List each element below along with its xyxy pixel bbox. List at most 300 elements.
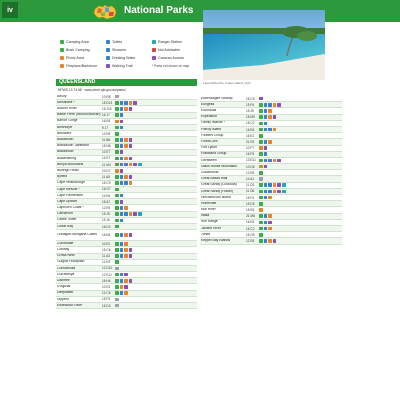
table-row	[56, 303, 197, 309]
facility-icons	[259, 196, 342, 200]
facility-green-icon	[115, 144, 119, 148]
map-reference: 16 K8	[102, 233, 111, 238]
park-name: Conondale	[57, 241, 74, 245]
park-name: Great Sandy (Cooloola)	[201, 183, 237, 187]
map-reference: 16 D3	[102, 224, 111, 229]
park-name: Chillagoe-Mungana Caves	[57, 233, 97, 237]
park-name: Great Sandy (Fraser)	[201, 189, 234, 193]
park-name: Girraween	[201, 158, 217, 162]
facility-blue-icon	[264, 128, 268, 132]
facility-icons	[259, 146, 342, 150]
facility-icons	[259, 128, 342, 132]
legend-label: Picnic Area	[66, 56, 84, 60]
facility-purple-icon	[273, 239, 277, 243]
facility-blue-icon	[120, 107, 124, 111]
facility-purple-icon	[129, 279, 133, 283]
facility-orange-icon	[124, 138, 128, 142]
map-reference: 14 E6	[102, 193, 111, 198]
facility-icons	[115, 267, 197, 271]
facility-orange-icon	[129, 181, 133, 185]
facility-teal-icon	[138, 212, 142, 216]
legend-item	[152, 62, 198, 70]
facility-green-icon	[259, 196, 263, 200]
facility-green-icon	[259, 239, 263, 243]
legend-label: Bush Camping	[66, 48, 90, 52]
facility-green-icon	[115, 254, 119, 258]
facility-blue-icon	[264, 190, 268, 194]
legend-item	[106, 38, 152, 46]
page-header	[0, 0, 400, 22]
legend-label: Walking Trail	[112, 64, 133, 68]
map-reference: 15 E6	[246, 207, 255, 212]
facility-icons	[115, 113, 197, 117]
facility-green-icon	[259, 109, 263, 113]
facility-purple-icon	[129, 248, 133, 252]
legend-swatch-icon	[152, 48, 156, 52]
facility-green-icon	[259, 128, 263, 132]
park-name: Cape Hillsborough	[57, 181, 85, 185]
facility-blue-icon	[120, 254, 124, 258]
legend-item	[106, 54, 152, 62]
map-reference: 16 K5	[246, 220, 255, 225]
facility-orange-icon	[129, 101, 133, 105]
park-name: Fitzroy Island	[201, 127, 222, 131]
facility-icons	[115, 200, 197, 204]
facility-purple-icon	[277, 190, 281, 194]
legend-label: Camping Area	[66, 40, 89, 44]
legend-label: Showers	[112, 48, 126, 52]
facility-orange-icon	[124, 254, 128, 258]
facility-purple-icon	[120, 169, 124, 173]
park-name: Jardine River	[201, 226, 221, 230]
map-reference: 16 G7	[102, 187, 111, 192]
legend-swatch-icon	[152, 56, 156, 60]
facility-blue-icon	[120, 233, 124, 237]
facility-green-icon	[115, 163, 119, 167]
facility-blue-icon	[120, 126, 124, 130]
facility-blue-icon	[120, 138, 124, 142]
facility-blue-icon	[268, 128, 272, 132]
park-name: Bellthorpe	[57, 125, 73, 129]
facility-teal-icon	[282, 183, 286, 187]
facility-blue-icon	[120, 219, 124, 223]
map-reference: 15 J6	[102, 218, 110, 223]
facility-icons	[115, 219, 197, 223]
map-reference: 16 C9	[246, 96, 255, 101]
park-name: Blackdown	[57, 138, 74, 142]
map-reference: 16 E6	[102, 119, 111, 124]
facility-icons	[115, 132, 197, 136]
facility-orange-icon	[268, 239, 272, 243]
facility-blue-icon	[120, 101, 124, 105]
legend-item	[106, 46, 152, 54]
facility-green-icon	[259, 122, 263, 126]
facility-green-icon	[259, 190, 263, 194]
map-reference: 15 C9	[102, 181, 111, 186]
facility-green-icon	[259, 214, 263, 218]
map-reference: 15 C6	[102, 247, 111, 252]
park-name: Castle Tower	[57, 218, 77, 222]
facility-green-icon	[115, 219, 119, 223]
park-name: Barron Gorge	[57, 119, 78, 123]
facility-blue-icon	[124, 212, 128, 216]
facility-icons	[115, 212, 197, 216]
map-reference: 12 E9	[102, 205, 111, 210]
facility-icons	[115, 225, 197, 229]
facility-green-icon	[259, 115, 263, 119]
facility-icons	[115, 138, 197, 142]
facility-blue-icon	[120, 157, 124, 161]
facility-icons	[115, 150, 197, 154]
legend-label: Caravan Access	[158, 56, 184, 60]
park-name: Cunnamulla	[57, 266, 76, 270]
facility-orange-icon	[273, 190, 277, 194]
facility-purple-icon	[129, 175, 133, 179]
facility-blue-icon	[120, 175, 124, 179]
map-reference: 11 D6	[246, 189, 255, 194]
facility-blue-icon	[264, 239, 268, 243]
park-name: Cedar Bay	[57, 224, 74, 228]
facility-green-icon	[259, 152, 263, 156]
facility-green-icon	[259, 159, 263, 163]
park-name: Eubenangee Swamp	[201, 96, 233, 100]
facility-green-icon	[115, 212, 119, 216]
facility-green-icon	[115, 107, 119, 111]
facility-purple-icon	[133, 212, 137, 216]
legend-label: * Parks not shown on map	[152, 64, 190, 68]
table-row	[200, 238, 342, 244]
facility-orange-icon	[124, 157, 128, 161]
map-reference: 11 B8	[102, 137, 111, 142]
facility-icons	[115, 273, 197, 277]
park-name: Auburn River	[57, 107, 77, 111]
facility-green-icon	[259, 183, 263, 187]
facility-grey-icon	[115, 298, 119, 302]
facility-icons	[259, 171, 342, 175]
map-reference: 15 M9	[246, 115, 255, 120]
facility-icons	[115, 107, 197, 111]
park-name: Conway	[57, 248, 70, 252]
map-reference: 10 F7	[246, 146, 255, 151]
facility-orange-icon	[273, 128, 277, 132]
facility-purple-icon	[133, 163, 137, 167]
facility-green-icon	[115, 233, 119, 237]
facility-green-icon	[115, 157, 119, 161]
legend-swatch-icon	[60, 48, 64, 52]
map-reference: 16 F4	[246, 195, 255, 200]
facility-blue-icon	[264, 103, 268, 107]
facility-teal-icon	[282, 190, 286, 194]
park-name: Goodedulla	[201, 170, 219, 174]
facility-green-icon	[115, 113, 119, 117]
facility-green-icon	[115, 273, 119, 277]
map-reference: 16 J7	[102, 113, 110, 118]
park-name: Daintree	[57, 278, 70, 282]
facility-orange-icon	[273, 159, 277, 163]
facility-purple-icon	[277, 159, 281, 163]
map-reference: 10 R8	[102, 94, 111, 99]
facility-orange-icon	[120, 285, 124, 289]
facility-purple-icon	[259, 97, 263, 101]
facility-blue-icon	[120, 113, 124, 117]
park-name: Crows Nest	[57, 254, 75, 258]
facility-purple-icon	[129, 233, 133, 237]
facility-green-icon	[259, 134, 263, 138]
park-name: Currawinya	[57, 272, 75, 276]
facility-icons	[115, 248, 197, 252]
facility-purple-icon	[120, 120, 124, 124]
park-name: Blackdown Tableland	[57, 144, 89, 148]
facility-orange-icon	[268, 227, 272, 231]
facility-orange-icon	[124, 248, 128, 252]
facility-icons	[115, 206, 197, 210]
facility-blue-icon	[120, 291, 124, 295]
facility-icons	[259, 103, 342, 107]
map-reference: 15 J5	[102, 212, 110, 217]
park-name: Keppel Bay Islands	[201, 239, 231, 243]
parks-table-right	[200, 96, 342, 245]
facility-green-icon	[115, 132, 119, 136]
park-name: Cape Palmerston	[57, 193, 84, 197]
facility-blue-icon	[264, 140, 268, 144]
facility-green-icon	[259, 171, 263, 175]
facility-green-icon	[115, 138, 119, 142]
map-reference: 11 M4	[102, 162, 111, 167]
map-reference: 16 F5	[246, 152, 255, 157]
facility-blue-icon	[264, 122, 268, 126]
facility-green-icon	[115, 225, 119, 229]
facility-icons	[115, 188, 197, 192]
facility-orange-icon	[124, 279, 128, 283]
facility-grey-icon	[115, 95, 119, 99]
facility-icons	[259, 214, 342, 218]
facility-purple-icon	[273, 115, 277, 119]
facility-green-icon	[259, 233, 263, 237]
park-name: Forest Den	[201, 140, 218, 144]
legend-row	[60, 62, 200, 70]
facility-orange-icon	[115, 120, 119, 124]
facility-blue-icon	[264, 196, 268, 200]
map-reference: 15 C2	[246, 121, 255, 126]
map-reference: 15 F6	[246, 102, 255, 107]
legend-item	[152, 38, 198, 46]
facility-icons	[259, 134, 342, 138]
facility-teal-icon	[138, 163, 142, 167]
map-reference: 14 A1	[246, 177, 255, 182]
park-name: Endeavour River	[57, 303, 83, 307]
facility-purple-icon	[120, 200, 124, 204]
facility-green-icon	[115, 242, 119, 246]
park-name: Culgoa Floodplain	[57, 260, 85, 264]
map-reference: 9 J7	[102, 125, 109, 130]
legend-swatch-icon	[106, 56, 110, 60]
facility-orange-icon	[124, 233, 128, 237]
legend-label: Not Advisable	[158, 48, 180, 52]
facility-orange-icon	[259, 165, 263, 169]
facility-icons	[259, 183, 342, 187]
park-name: Iron Range	[201, 220, 218, 224]
facility-orange-icon	[124, 144, 128, 148]
facility-purple-icon	[129, 254, 133, 258]
facility-icons	[115, 304, 197, 308]
map-reference: 12 E8	[246, 170, 255, 175]
facility-icons	[115, 279, 197, 283]
map-reference: 16 H4	[102, 278, 111, 283]
facility-purple-icon	[129, 138, 133, 142]
page-title: National Parks	[124, 5, 194, 16]
facility-icons	[115, 260, 197, 264]
facility-purple-icon	[133, 101, 137, 105]
facility-icons	[115, 157, 197, 161]
facility-blue-icon	[124, 163, 128, 167]
facility-purple-icon	[277, 103, 281, 107]
facility-icons	[115, 254, 197, 258]
map-reference: 12 E8	[246, 238, 255, 243]
map-reference: 11 A3	[102, 254, 110, 259]
facility-icons	[259, 177, 342, 181]
facility-green-icon	[115, 260, 119, 264]
legend-swatch-icon	[60, 40, 64, 44]
facility-blue-icon	[124, 101, 128, 105]
facility-blue-icon	[268, 183, 272, 187]
nps-contact: NPWS 13 74 68 · www.derm.qld.gov.au/parks/	[58, 88, 126, 92]
legend-item	[106, 62, 152, 70]
facility-icons	[259, 109, 342, 113]
facility-green-icon	[115, 175, 119, 179]
park-name: D'Aguilar	[57, 285, 71, 289]
map-reference: 10 D5	[246, 164, 255, 169]
legend-swatch-icon	[152, 40, 156, 44]
facility-icons	[259, 97, 342, 101]
legend	[60, 38, 200, 70]
park-name: Bartle Frere (Wooroonooran)	[57, 113, 101, 117]
facility-orange-icon	[129, 212, 133, 216]
facility-orange-icon	[124, 107, 128, 111]
facility-blue-icon	[268, 103, 272, 107]
park-name: Cape Upstart	[57, 199, 77, 203]
legend-row	[60, 46, 200, 54]
legend-label: Toilets	[112, 40, 123, 44]
park-name: Burleigh Head	[57, 168, 79, 172]
facility-blue-icon	[264, 109, 268, 113]
park-name: Frankland Group	[201, 152, 227, 156]
facility-blue-icon	[120, 279, 124, 283]
facility-icons	[259, 227, 342, 231]
map-reference: 16 E6	[246, 127, 255, 132]
facility-icons	[259, 233, 342, 237]
facility-orange-icon	[259, 208, 263, 212]
map-reference: 21 E9	[246, 139, 255, 144]
facility-green-icon	[115, 291, 119, 295]
park-name: Bunya Mountains	[57, 162, 84, 166]
facility-orange-icon	[115, 169, 119, 173]
park-name: Glass House Mountains	[201, 164, 237, 168]
facility-blue-icon	[120, 273, 124, 277]
map-reference: 15 D5	[246, 201, 255, 206]
park-name: Great Basalt Wall	[201, 177, 228, 181]
parks-table-left	[56, 94, 197, 309]
state-banner: QUEENSLAND	[56, 79, 197, 86]
park-name: Hinchinbrook Island	[201, 195, 231, 199]
park-name: Dipperu	[57, 297, 69, 301]
map-reference: 15 N8	[102, 144, 111, 149]
legend-label: Drinking Water	[112, 56, 136, 60]
facility-blue-icon	[120, 144, 124, 148]
park-name: Eurimbula	[201, 109, 217, 113]
map-reference: 13 P8	[102, 131, 111, 136]
park-name: Junee	[201, 232, 211, 236]
facility-orange-icon	[124, 242, 128, 246]
map-reference: 15 F3	[102, 297, 111, 302]
facility-icons	[115, 285, 197, 289]
map-reference: 12 K11	[102, 272, 112, 277]
facility-blue-icon	[120, 248, 124, 252]
facility-orange-icon	[124, 206, 128, 210]
facility-icons	[259, 140, 342, 144]
map-reference: 15 J15	[102, 106, 112, 111]
facility-orange-icon	[259, 146, 263, 150]
facility-purple-icon	[277, 183, 281, 187]
facility-icons	[115, 181, 197, 185]
legend-swatch-icon	[106, 64, 110, 68]
facility-icons	[259, 239, 342, 243]
facility-orange-icon	[268, 214, 272, 218]
facility-icons	[115, 233, 197, 237]
legend-item	[152, 54, 198, 62]
map-reference: 12 D10	[102, 266, 113, 271]
map-reference: 16 E2	[246, 133, 255, 138]
facility-orange-icon	[268, 115, 272, 119]
facility-orange-icon	[273, 103, 277, 107]
map-reference: 15 A7	[102, 199, 111, 204]
facility-orange-icon	[273, 183, 277, 187]
legend-row	[60, 54, 200, 62]
facility-green-icon	[115, 181, 119, 185]
map-reference: 10 E2	[102, 241, 111, 246]
facility-blue-icon	[120, 181, 124, 185]
facility-icons	[115, 144, 197, 148]
photo-caption: Lake McKenzie, Fraser Island, QLD	[203, 81, 251, 85]
facility-grey-icon	[115, 267, 119, 271]
facility-purple-icon	[124, 273, 128, 277]
facility-purple-icon	[264, 165, 268, 169]
page-number: iv	[2, 2, 18, 18]
facility-blue-icon	[120, 206, 124, 210]
legend-label: Ranger Station	[158, 40, 182, 44]
facility-icons	[259, 202, 342, 206]
facility-blue-icon	[264, 227, 268, 231]
facility-orange-icon	[268, 140, 272, 144]
facility-blue-icon	[124, 181, 128, 185]
map-reference: 14 K7	[102, 156, 111, 161]
park-name: Albury	[57, 94, 67, 98]
legend-swatch-icon	[106, 40, 110, 44]
legend-item	[60, 54, 106, 62]
facility-orange-icon	[124, 291, 128, 295]
facility-grey-icon	[259, 177, 263, 181]
facility-blue-icon	[268, 159, 272, 163]
facility-blue-icon	[264, 214, 268, 218]
facility-icons	[259, 165, 342, 169]
lake-photo	[203, 10, 325, 80]
legend-swatch-icon	[60, 56, 64, 60]
facility-green-icon	[115, 285, 119, 289]
facility-icons	[115, 126, 197, 130]
legend-item	[152, 46, 198, 54]
facility-green-icon	[115, 188, 119, 192]
facility-icons	[259, 221, 342, 225]
park-name: Eungella	[201, 102, 215, 106]
